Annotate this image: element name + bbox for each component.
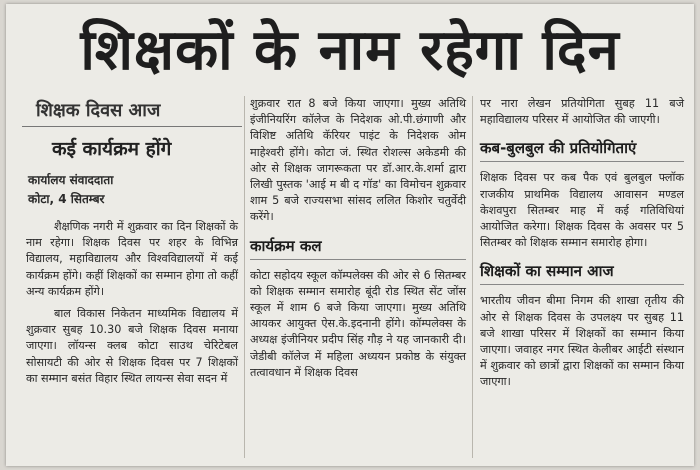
dateline: कोटा, 4 सितम्बर — [28, 192, 105, 206]
section-heading: शिक्षकों का सम्मान आज — [480, 261, 684, 285]
paragraph: कोटा सहोदय स्कूल कॉम्पलेक्स की ओर से 6 सितम्बर को शिक्षक सम्मान समारोह बूंदी रोड स्थित सेंट जोंस स्कूल में शाम 6 बजे किया जाएगा। मुख्य अतिथि आयकर आयुक्त ऐस.के.इदनानी होंगे। कॉम्पलेक्स के अध्यक्ष इंजीनियर प्रदीप सिंह गौड़ ने यह जानकारी दी। जेडीबी कॉलेज में महिला अध्ययन प्रकोष्ठ के संयुक्त तत्वावधान में शिक्षक दिवस — [250, 268, 466, 379]
newspaper-clipping — [6, 4, 694, 466]
article-body — [26, 219, 238, 387]
paragraph: पर नारा लेखन प्रतियोगिता सुबह 11 बजे महाविद्यालय परिसर में आयोजित की जाएगी। — [480, 97, 684, 127]
section-heading: कब-बुलबुल की प्रतियोगिताएं — [480, 138, 684, 162]
paragraph: भारतीय जीवन बीमा निगम की शाखा तृतीय की ओर से शिक्षक दिवस के उपलक्ष्य पर सुबह 11 बजे शाखा परिसर में शिक्षकों का सम्मान किया जाएगा। जवाहर नगर स्थित केलीबर आईटी संस्थान में शुक्रवार को छात्रों द्वारा शिक्षकों का सम्मान किया जाएगा। — [480, 294, 684, 389]
column-1 — [22, 96, 242, 462]
byline: कार्यालय संवाददाता — [28, 173, 114, 187]
article-body — [250, 268, 466, 381]
paragraph: बाल विकास निकेतन माध्यमिक विद्यालय में शुक्रवार सुबह 10.30 बजे शिक्षक दिवस मनाया जाएगा। लॉयन्स क्लब कोटा साउथ चेरिटेबल सोसायटी की ओर से शिक्षक दिवस पर 7 शिक्षकों का सम्मान बसंत विहार स्थित लायन्स सेवा सदन में — [26, 307, 238, 385]
paragraph: शिक्षक दिवस पर कब पैक एवं बुलबुल फ्लॉक राजकीय प्राथमिक विद्यालय आवासन मण्डल केशवपुरा सितम्बर माह में कई गतिविधियां आयोजित करेगा। शिक्षक दिवस के अवसर पर 5 सितम्बर को शिक्षक सम्मान समारोह होगा। — [480, 171, 684, 250]
subheadline: कई कार्यक्रम होंगे — [52, 138, 172, 160]
kicker-divider — [22, 126, 242, 127]
article-body — [480, 293, 684, 390]
kicker: शिक्षक दिवस आज — [36, 100, 161, 121]
column-divider — [244, 96, 245, 458]
column-2 — [246, 96, 470, 462]
paragraph: शैक्षणिक नगरी में शुक्रवार का दिन शिक्षकों के नाम रहेगा। शिक्षक दिवस पर शहर के विभिन्न विद्यालय, महाविद्यालय और विश्वविद्यालयों में कई कार्यक्रम होंगे। कहीं शिक्षकों का सम्मान होगा तो कहीं अन्य कार्यक्रम होंगे। — [26, 220, 238, 298]
headline: शिक्षकों के नाम रहेगा दिन — [80, 18, 620, 83]
article-body — [480, 96, 684, 128]
article-body — [250, 96, 466, 226]
column-divider — [472, 96, 473, 458]
paragraph: शुक्रवार रात 8 बजे किया जाएगा। मुख्य अतिथि इंजीनियरिंग कॉलेज के निदेशक ओ.पी.छंगाणी और विशिष्ट अतिथि कॅरियर पाइंट के निदेशक ओम माहेश्वरी होंगे। कोटा जं. स्थित रोशल्स अकेडमी की ओर से शिक्षक जागरूकता पर डॉ.आर.के.शर्मा द्वारा लिखी पुस्तक 'आई म बी द गॉड' का विमोचन शुक्रवार शाम 5 बजे राज्यसभा सांसद ललित किशोर चतुर्वेदी करेंगे। — [250, 97, 466, 224]
article-body — [480, 170, 684, 251]
column-3 — [476, 96, 688, 462]
section-heading: कार्यक्रम कल — [250, 236, 466, 260]
